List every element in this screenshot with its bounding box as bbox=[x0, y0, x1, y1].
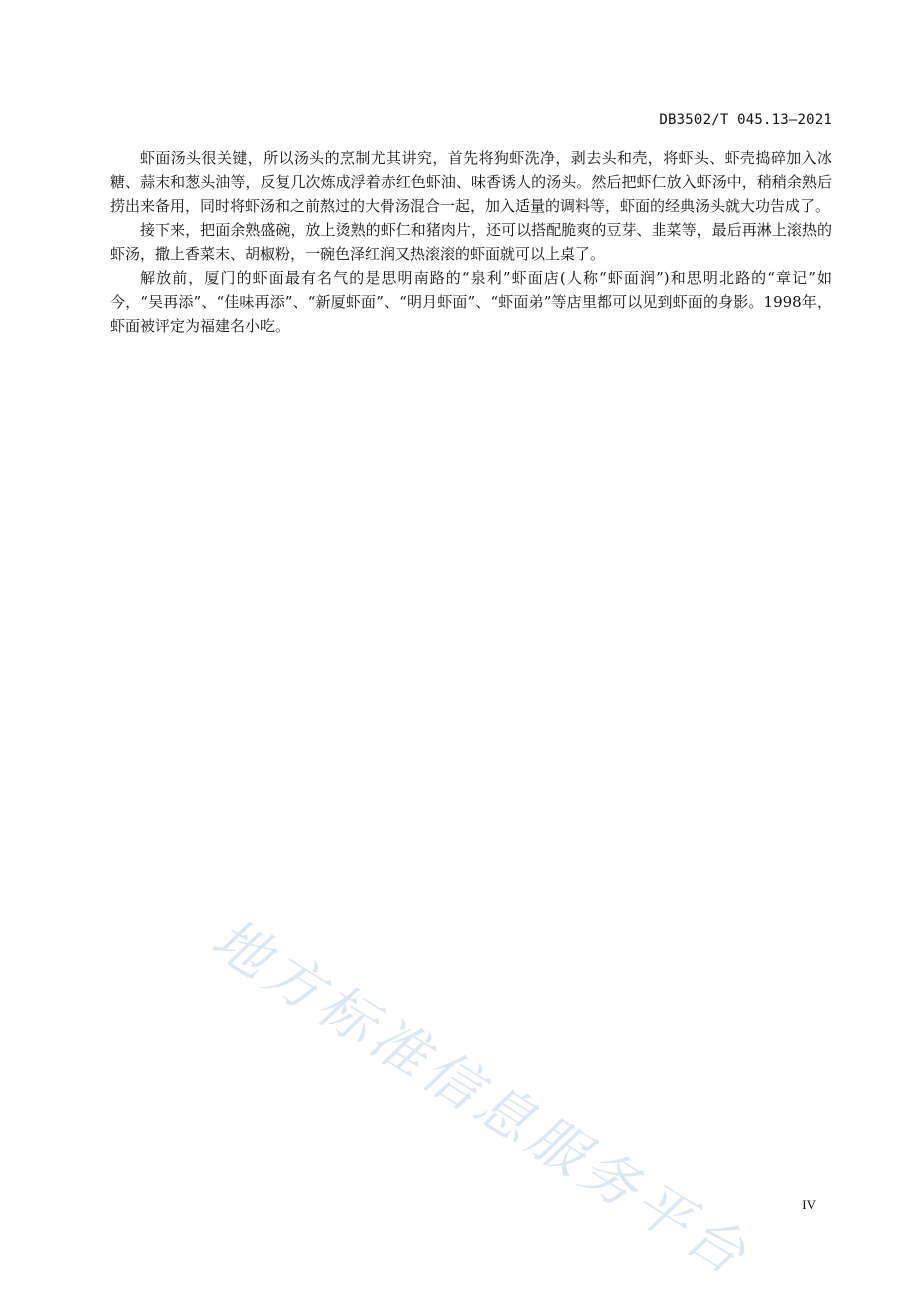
paragraph: 解放前，厦门的虾面最有名气的是思明南路的“泉利”虾面店(人称“虾面润”)和思明北路的“章记”如今，“吴再添”、“佳味再添”、“新厦虾面”、“明月虾面”、“虾面弟”等店里都可以见到虾面的身影。1998年，虾面被评定为福建名小吃。 bbox=[110, 269, 832, 335]
page-number: IV bbox=[802, 1197, 816, 1212]
body-text bbox=[110, 146, 832, 338]
paragraph: 虾面汤头很关键，所以汤头的烹制尤其讲究，首先将狗虾洗净，剥去头和壳，将虾头、虾壳捣碎加入冰糖、蒜末和葱头油等，反复几次炼成浮着赤红色虾油、味香诱人的汤头。然后把虾仁放入虾汤中，稍稍余熟后捞出来备用，同时将虾汤和之前熬过的大骨汤混合一起，加入适量的调料等，虾面的经典汤头就大功告成了。 bbox=[110, 149, 832, 215]
document-code: DB3502/T 045.13—2021 bbox=[659, 112, 832, 128]
paragraph: 接下来，把面余熟盛碗，放上烫熟的虾仁和猪肉片，还可以搭配脆爽的豆芽、韭菜等，最后再淋上滚热的虾汤，撒上香菜末、胡椒粉，一碗色泽红润又热滚滚的虾面就可以上桌了。 bbox=[110, 221, 832, 263]
watermark: 地方标准信息服务平台 bbox=[200, 906, 761, 1290]
